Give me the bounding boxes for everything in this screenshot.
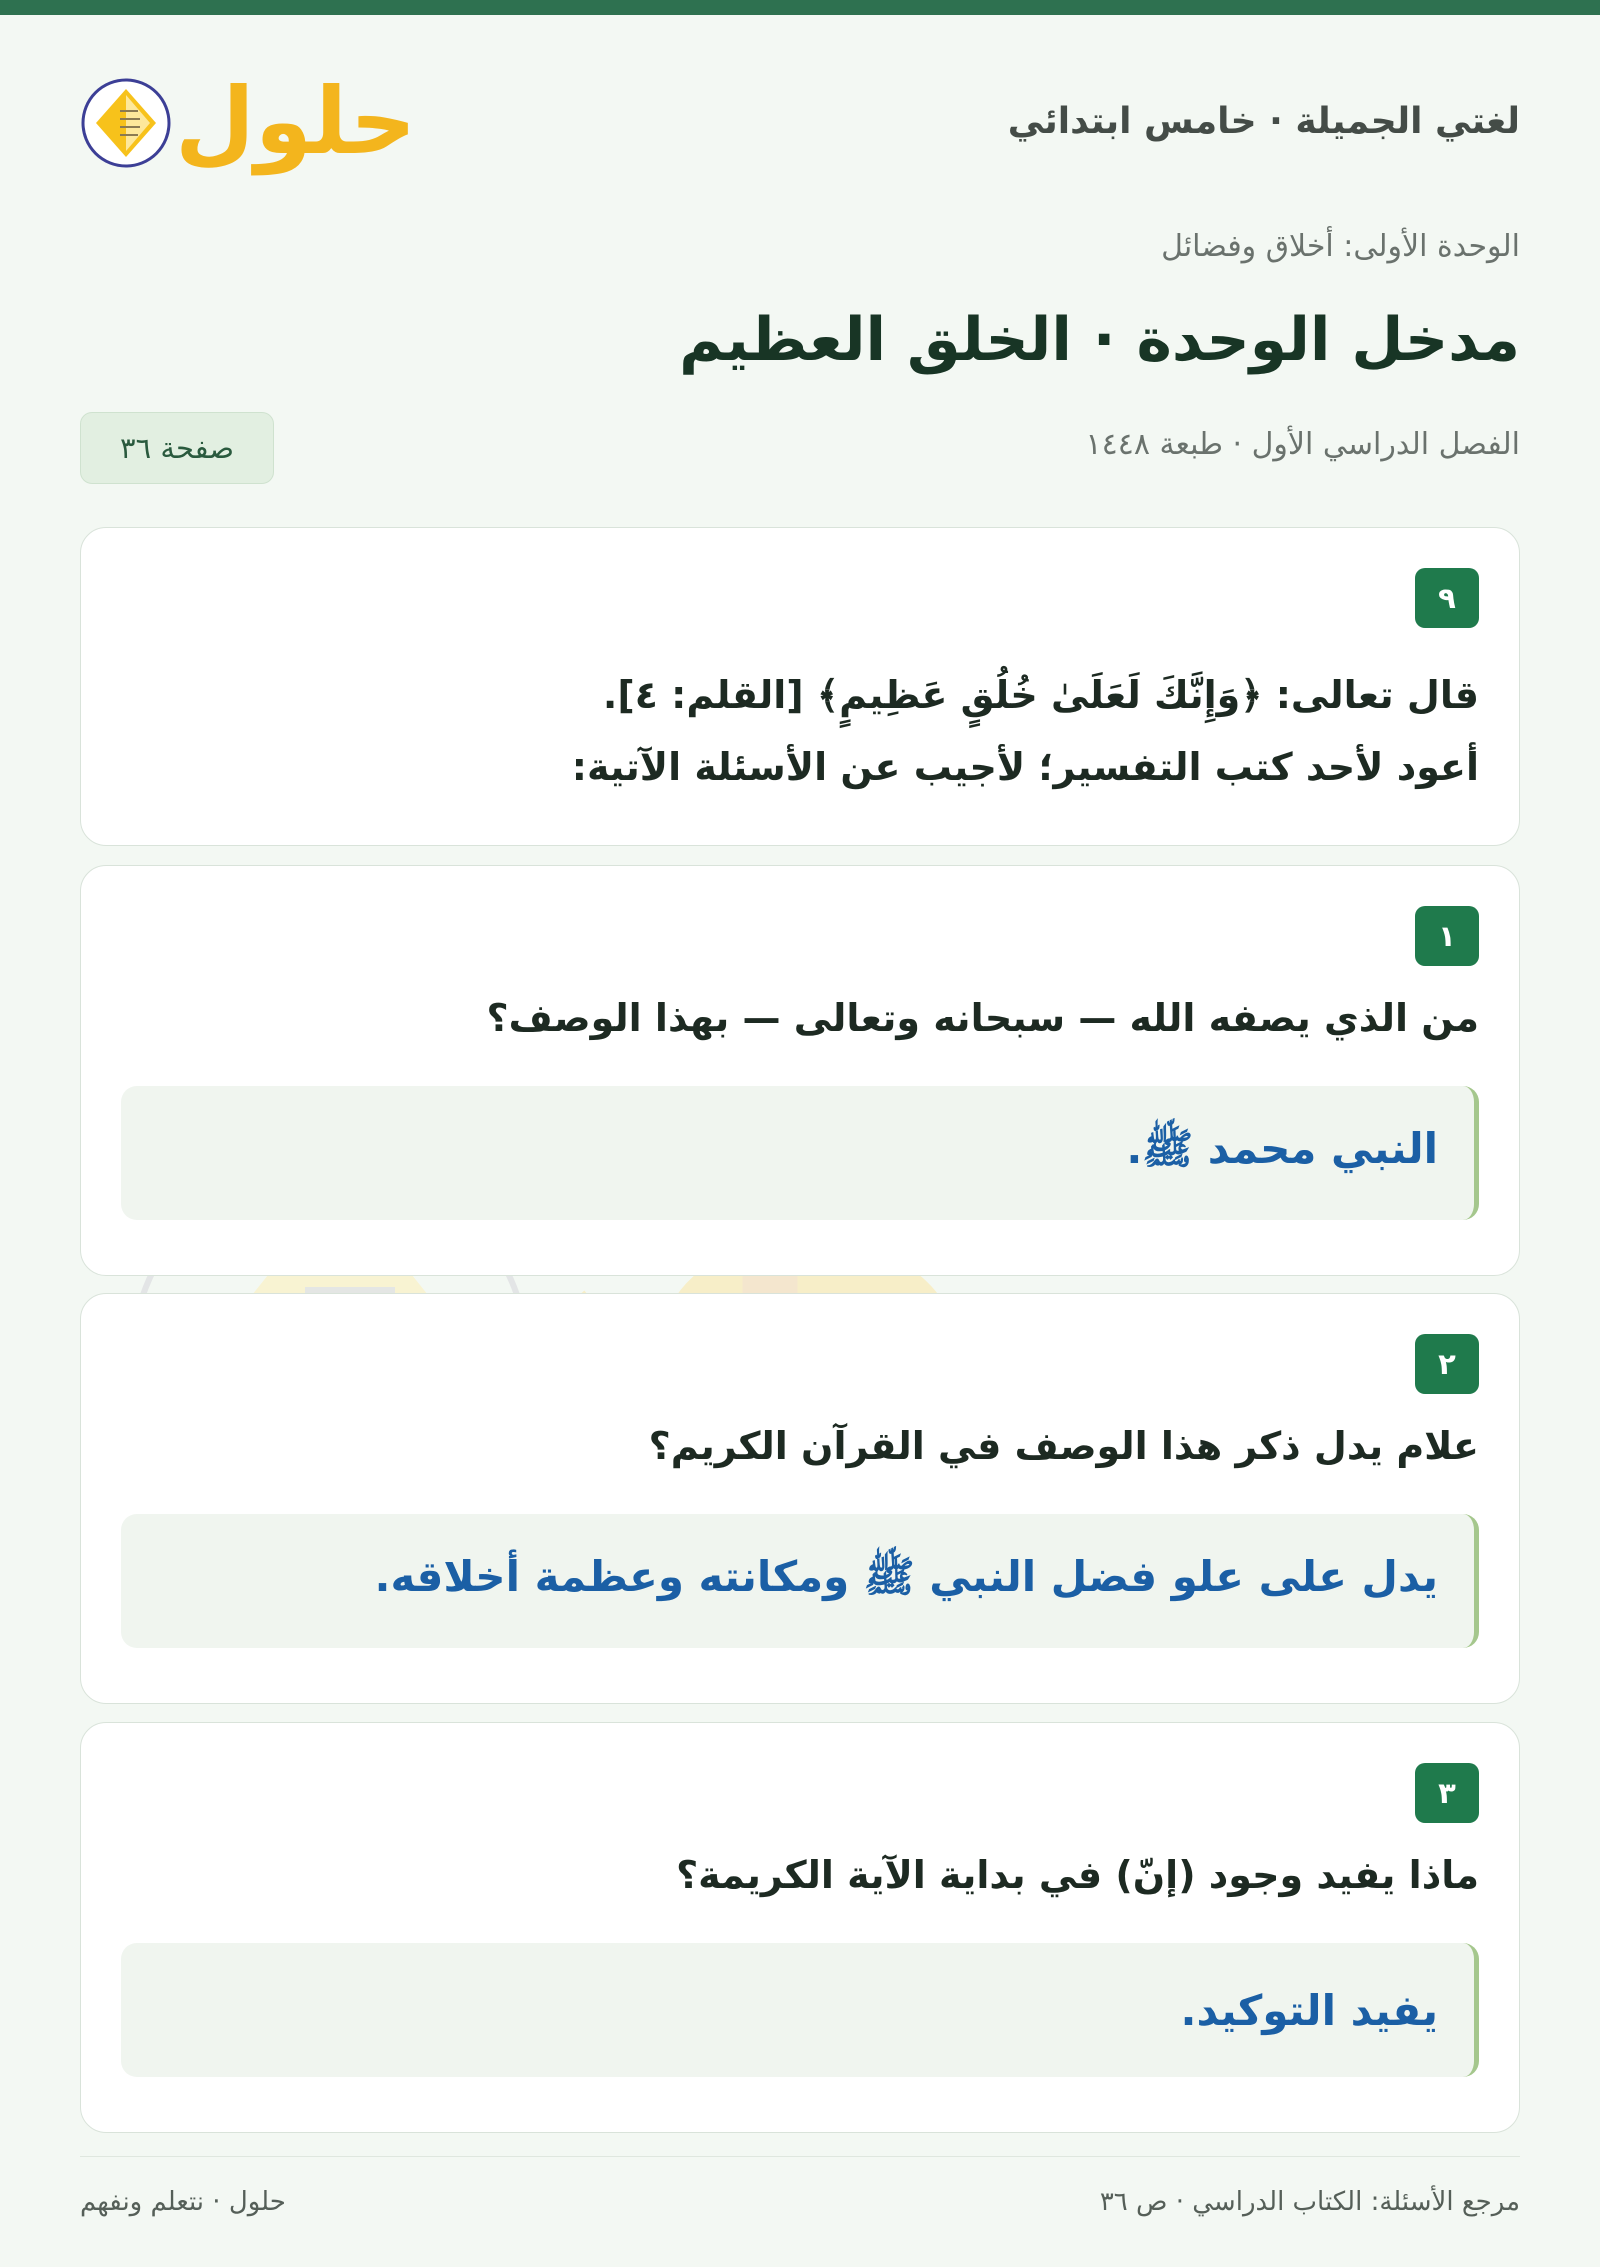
question-number-badge: ١: [1415, 906, 1479, 966]
logo-emblem-icon: [80, 77, 172, 169]
halol-logo: [80, 67, 417, 177]
footer-brand: حلول · نتعلم ونفهم: [80, 2187, 286, 2217]
question-text: علام يدل ذكر هذا الوصف في القرآن الكريم؟: [648, 1424, 1479, 1468]
question-card: [80, 1293, 1520, 1704]
unit-subtitle: الوحدة الأولى: أخلاق وفضائل: [1161, 229, 1520, 264]
footer-reference: مرجع الأسئلة: الكتاب الدراسي · ص ٣٦: [1099, 2187, 1520, 2217]
page-number-badge: صفحة ٣٦: [80, 412, 274, 484]
page-title: مدخل الوحدة · الخلق العظيم: [679, 305, 1520, 375]
intro-card: [80, 527, 1520, 846]
top-accent-bar: [0, 0, 1600, 15]
footer-divider: [80, 2156, 1520, 2157]
answer-box: [121, 1086, 1479, 1220]
question-number-badge: ٣: [1415, 1763, 1479, 1823]
answer-text: النبي محمد ﷺ.: [1126, 1123, 1438, 1173]
question-card: [80, 865, 1520, 1276]
answer-box: [121, 1514, 1479, 1648]
question-text: ماذا يفيد وجود (إنّ) في بداية الآية الكريمة؟: [676, 1853, 1479, 1897]
answer-text: يفيد التوكيد.: [1180, 1985, 1438, 2035]
question-card: [80, 1722, 1520, 2133]
term-edition-info: الفصل الدراسي الأول · طبعة ١٤٤٨: [1085, 427, 1520, 462]
page-content: [80, 15, 1520, 2267]
card-number-badge: ٩: [1415, 568, 1479, 628]
question-text: من الذي يصفه الله — سبحانه وتعالى — بهذا الوصف؟: [486, 996, 1479, 1040]
logo-text: حلول: [175, 68, 417, 175]
question-number-badge: ٢: [1415, 1334, 1479, 1394]
answer-text: يدل على علو فضل النبي ﷺ ومكانته وعظمة أخلاقه.: [374, 1551, 1438, 1601]
instruction-line: أعود لأحد كتب التفسير؛ لأجيب عن الأسئلة الآتية:: [571, 745, 1479, 789]
book-title: لغتي الجميلة · خامس ابتدائي: [1007, 101, 1520, 142]
verse-line: قال تعالى: ﴿وَإِنَّكَ لَعَلَىٰ خُلُقٍ عَظِيمٍ﴾ [القلم: ٤].: [602, 673, 1479, 717]
page-header: [80, 15, 1520, 465]
answer-box: [121, 1943, 1479, 2077]
